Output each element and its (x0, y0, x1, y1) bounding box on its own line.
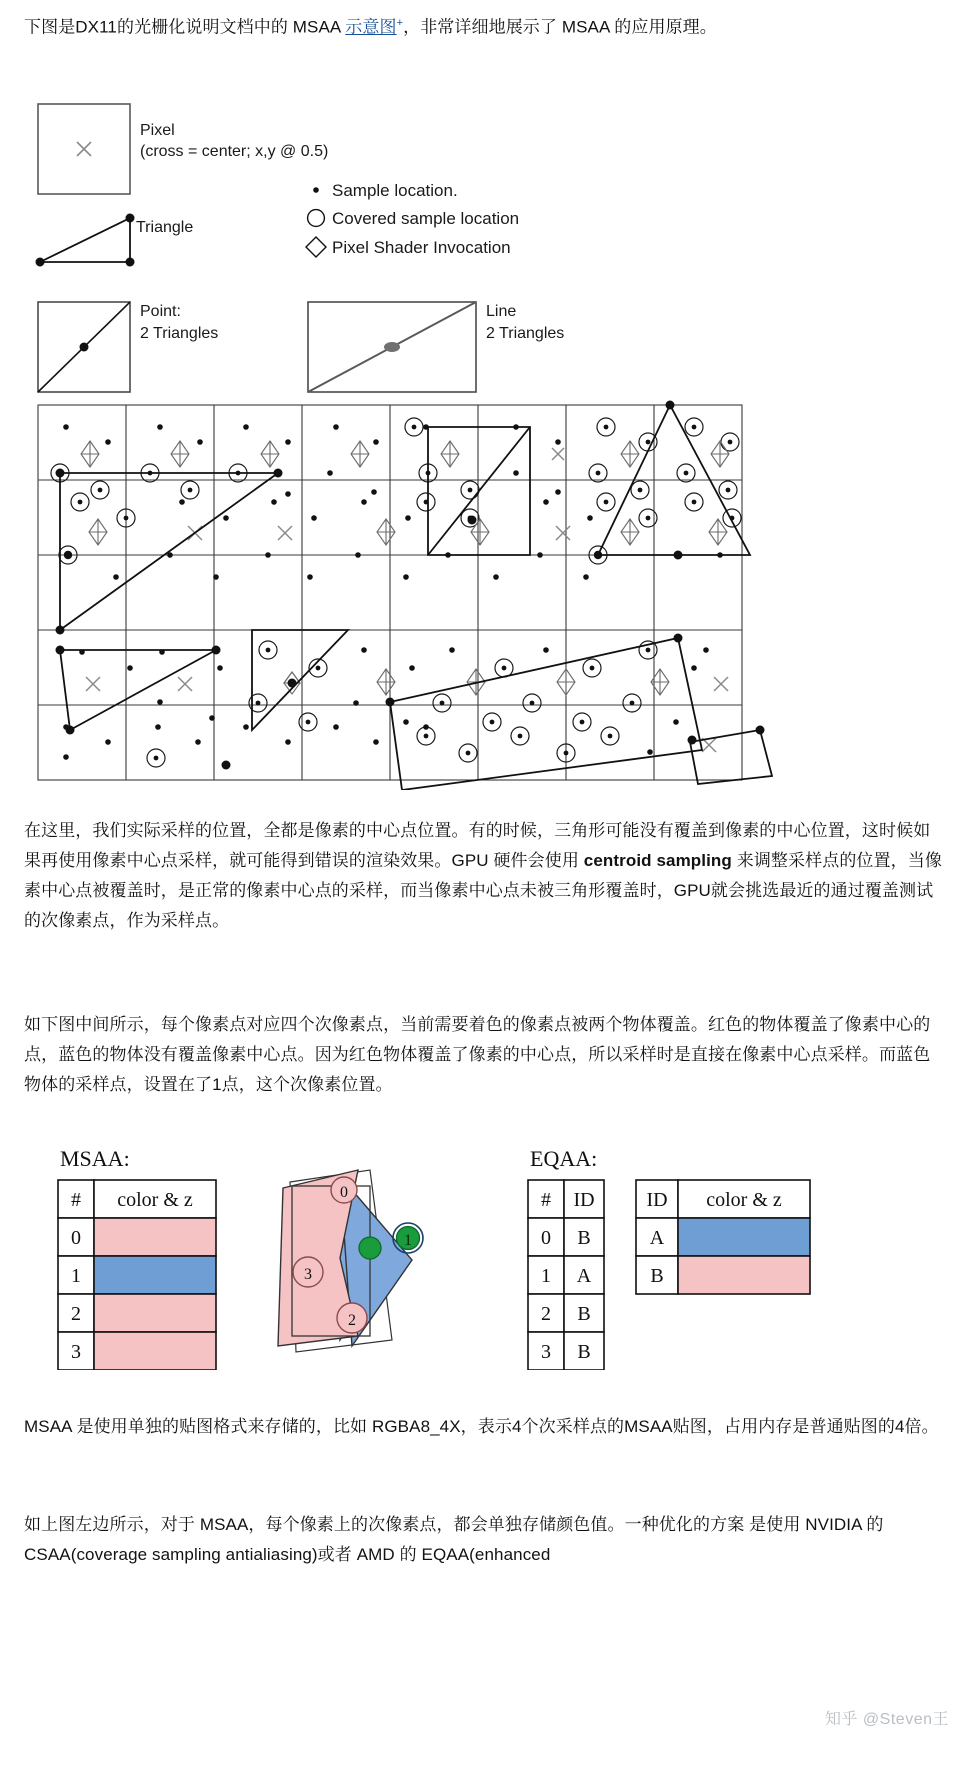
eqaa-color-header-color: color & z (706, 1189, 782, 1211)
eqaa-table-caption: EQAA: (530, 1146, 598, 1171)
legend-line-box (308, 302, 476, 392)
msaa-row-index-3: 3 (71, 1341, 81, 1363)
pixel-center-dot (359, 1237, 381, 1259)
msaa-rasterization-figure (30, 90, 790, 790)
intro-text-pre: 下图是DX11的光栅化说明文档中的 MSAA (24, 17, 346, 37)
eqaa-color-id-a: A (649, 1227, 665, 1249)
centroid-text-1: 在这里，我们实际采样的位置，全都是像素的中心点位置。有的时候，三角形可能没有覆盖到像素的中心位置，这时候如果再使用像素中心点采样，就可能得到错误的渲染效果。GPU 硬件会使用 (24, 821, 931, 870)
eqaa-sample-id-1: A (576, 1265, 592, 1287)
legend-point-label-line1: Point: (140, 303, 181, 320)
legend-covered-sample-row (308, 209, 520, 228)
sample-label-0: 0 (340, 1184, 348, 1201)
legend-sample-location-row (313, 181, 457, 200)
eqaa-sample-table (528, 1180, 604, 1370)
legend-point-label-line2: 2 Triangles (140, 325, 219, 342)
legend-line-label-line1: Line (486, 303, 517, 320)
eqaa-sample-id-2: B (577, 1303, 591, 1325)
legend-line-label-line2: 2 Triangles (486, 325, 565, 342)
csaa-text-line2: 是使用 NVIDIA 的 CSAA(coverage sampling antialiasing)或者 AMD 的 EQAA(enhanced (24, 1515, 884, 1564)
eqaa-sample-index-2: 2 (541, 1303, 551, 1325)
msaa-diagram-link[interactable]: 示意图 (345, 17, 397, 37)
eqaa-sample-index-0: 0 (541, 1227, 551, 1249)
msaa-row-index-1: 1 (71, 1265, 81, 1287)
msaa-row-index-0: 0 (71, 1227, 81, 1249)
paragraph-eqaa-description: 如下图中间所示，每个像素点对应四个次像素点，当前需要着色的像素点被两个物体覆盖。红色的物体覆盖了像素中心的点，蓝色的物体没有覆盖像素中心点。因为红色物体覆盖了像素的中心点，所以采样时是直接在像素中心点采样。而蓝色物体的采样点，设置在了1点，这个次像素位置。 (24, 1015, 931, 1094)
msaa-header-color: color & z (117, 1189, 193, 1211)
legend-pixel-label-line1: Pixel (140, 122, 175, 139)
paragraph-intro (24, 8, 944, 43)
zhihu-watermark: 知乎 @Steven王 (824, 1711, 949, 1728)
legend-pixel-box (38, 104, 130, 194)
sample-label-2: 2 (348, 1312, 356, 1329)
eqaa-sample-id-3: B (577, 1341, 591, 1363)
eqaa-sample-header-hash: # (541, 1189, 551, 1211)
csaa-text-line1: 如上图左边所示，对于 MSAA，每个像素上的次像素点，都会单独存储颜色值。一种优化的方案 (24, 1515, 745, 1534)
legend-triangle-label: Triangle (136, 219, 194, 236)
legend-pixel-shader-label: Pixel Shader Invocation (332, 238, 511, 257)
sample-label-3: 3 (304, 1266, 312, 1283)
legend-triangle-shape (36, 214, 135, 267)
centroid-text-2: 来调整采样点的位置，当像素中心点被覆盖时，是正常的像素中心点的采样，而当像素中心点未被三角形覆盖时，GPU就会挑选最近的通过覆盖测试的次像素点，作为采样点。 (24, 851, 942, 930)
sample-label-1: 1 (404, 1232, 412, 1249)
msaa-header-hash: # (71, 1189, 81, 1211)
intro-text-post: ，非常详细地展示了 MSAA 的应用原理。 (403, 17, 717, 37)
eqaa-sample-index-3: 3 (541, 1341, 551, 1363)
pixel-coverage-diagram (278, 1170, 423, 1352)
msaa-eqaa-figure (40, 1140, 830, 1370)
eqaa-color-header-id: ID (646, 1189, 668, 1211)
legend-point-box (38, 302, 130, 392)
legend-pixel-label-line2: (cross = center; x,y @ 0.5) (140, 143, 329, 160)
msaa-pixel-grid (38, 401, 772, 791)
eqaa-color-id-b: B (650, 1265, 664, 1287)
legend-sample-location-label: Sample location. (332, 181, 458, 200)
eqaa-sample-header-id: ID (573, 1189, 595, 1211)
legend-covered-sample-label: Covered sample location (332, 209, 520, 228)
paragraph-centroid (24, 816, 944, 936)
paragraph-csaa (24, 1510, 944, 1570)
legend-pixel-shader-row (306, 237, 511, 257)
eqaa-sample-index-1: 1 (541, 1265, 551, 1287)
msaa-table-caption: MSAA: (60, 1146, 130, 1171)
link-superscript: + (396, 17, 404, 29)
eqaa-sample-id-0: B (577, 1227, 591, 1249)
msaa-row-index-2: 2 (71, 1303, 81, 1325)
paragraph-storage: MSAA 是使用单独的贴图格式来存储的，比如 RGBA8_4X，表示4个次采样点的MSAA贴图，占用内存是普通贴图的4倍。 (24, 1417, 939, 1436)
msaa-table (58, 1180, 216, 1370)
centroid-sampling-term: centroid sampling (583, 851, 732, 870)
eqaa-color-table (636, 1180, 810, 1294)
